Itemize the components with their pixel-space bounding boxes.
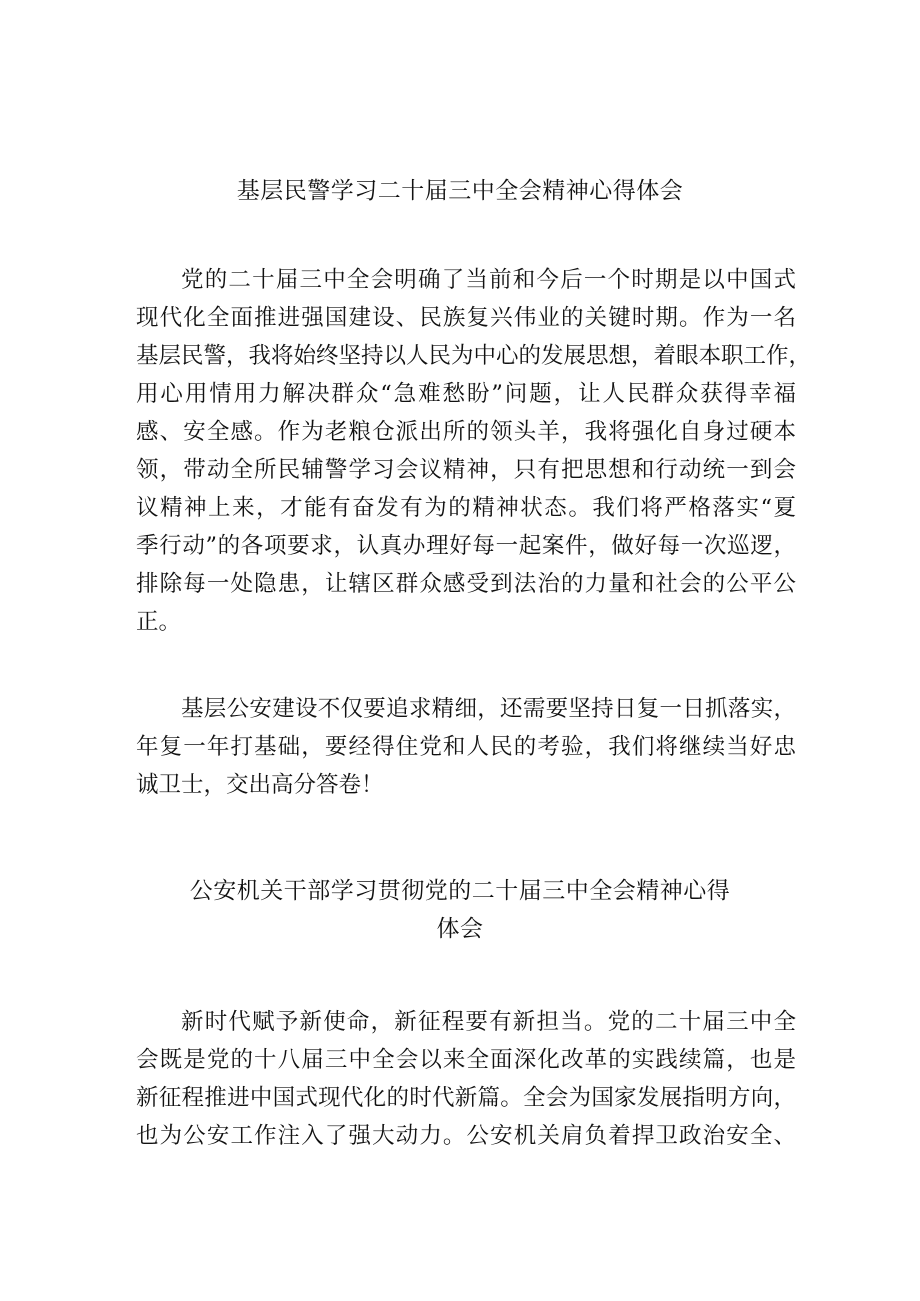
article-1-paragraph-1 (136, 261, 812, 641)
text-line: 基层公安建设不仅要追求精细，还需要坚持日复一日抓落实， (181, 696, 796, 722)
text-line: 基层民警，我将始终坚持以人民为中心的发展思想，着眼本职工作， (136, 343, 812, 369)
title-line: 体会 (436, 916, 484, 942)
text-line: 也为公安工作注入了强大动力。公安机关肩负着捍卫政治安全、 (136, 1123, 796, 1149)
article-2-paragraph-1 (136, 1003, 796, 1155)
text-line: 新时代赋予新使命，新征程要有新担当。党的二十届三中全 (181, 1009, 796, 1035)
article-2-title (0, 872, 920, 948)
text-line: 新征程推进中国式现代化的时代新篇。全会为国家发展指明方向， (136, 1085, 796, 1111)
title-line: 公安机关干部学习贯彻党的二十届三中全会精神心得 (189, 878, 731, 904)
text-line: 领，带动全所民辅警学习会议精神，只有把思想和行动统一到会 (136, 457, 796, 483)
text-line: 排除每一处隐患，让辖区群众感受到法治的力量和社会的公平公 (136, 571, 796, 597)
text-line: 会既是党的十八届三中全会以来全面深化改革的实践续篇，也是 (136, 1047, 796, 1073)
text-line: 年复一年打基础，要经得住党和人民的考验，我们将继续当好忠 (136, 734, 796, 760)
text-line: 议精神上来，才能有奋发有为的精神状态。我们将严格落实“夏 (136, 495, 796, 521)
text-line: 正。 (136, 609, 182, 635)
text-line: 季行动”的各项要求，认真办理好每一起案件，做好每一次巡逻， (136, 533, 796, 559)
article-1-title: 基层民警学习二十届三中全会精神心得体会 (236, 178, 684, 204)
text-line: 诚卫士，交出高分答卷！ (136, 772, 384, 798)
article-1-paragraph-2 (136, 690, 796, 804)
text-line: 现代化全面推进强国建设、民族复兴伟业的关键时期。作为一名 (136, 305, 796, 331)
text-line: 党的二十届三中全会明确了当前和今后一个时期是以中国式 (181, 267, 796, 293)
text-line: 用心用情用力解决群众“急难愁盼”问题，让人民群众获得幸福 (136, 381, 796, 407)
text-line: 感、安全感。作为老粮仓派出所的领头羊，我将强化自身过硬本 (136, 419, 796, 445)
